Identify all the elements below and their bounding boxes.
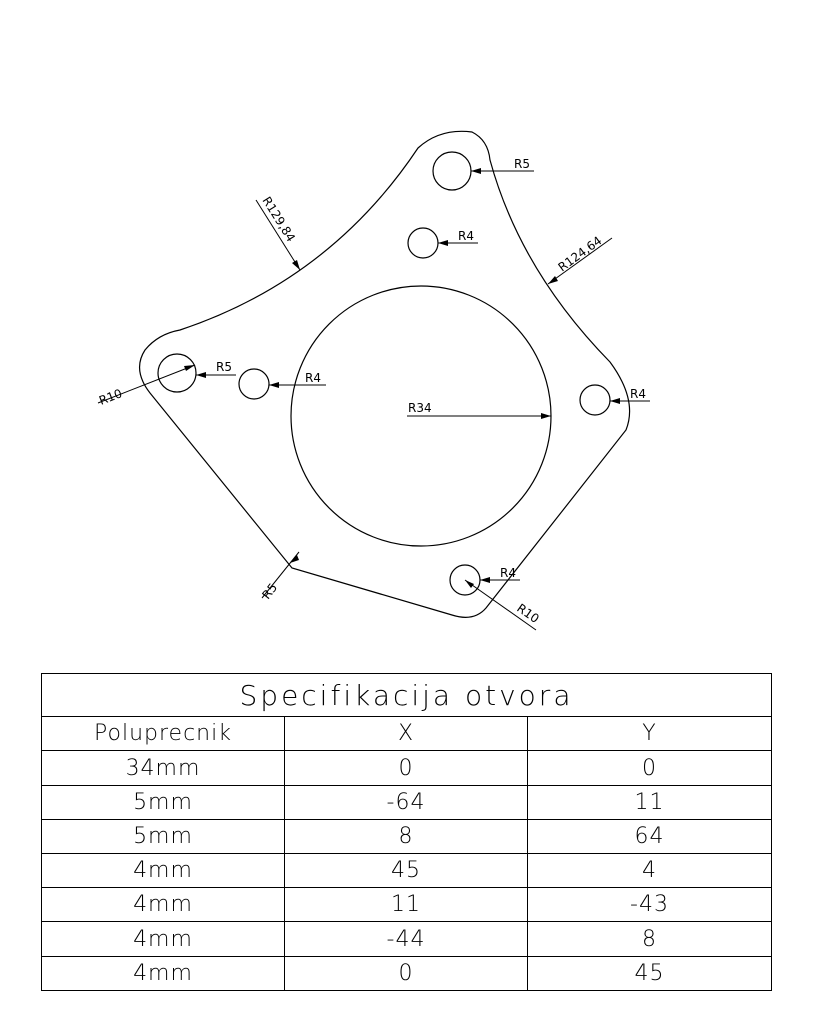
cell-radius: 5mm bbox=[42, 785, 285, 819]
cell-radius: 4mm bbox=[42, 888, 285, 922]
cell-y: 45 bbox=[528, 956, 772, 990]
cell-x: 8 bbox=[285, 819, 528, 853]
dim-label-r4-left: R4 bbox=[305, 371, 321, 385]
dim-label-r4-bottom: R4 bbox=[500, 566, 516, 580]
cell-y: 0 bbox=[528, 751, 772, 785]
cell-y: 11 bbox=[528, 785, 772, 819]
hole-specification-table bbox=[41, 673, 772, 991]
hole-right-r4 bbox=[580, 385, 610, 415]
cell-radius: 5mm bbox=[42, 819, 285, 853]
table-row bbox=[42, 819, 772, 853]
hole-left-r5 bbox=[158, 354, 196, 392]
cell-y: -43 bbox=[528, 888, 772, 922]
cell-radius: 4mm bbox=[42, 854, 285, 888]
dim-label-r5-bottom: R5 bbox=[259, 580, 281, 602]
dim-label-r5-left: R5 bbox=[216, 360, 232, 374]
cell-x: 0 bbox=[285, 751, 528, 785]
header-radius: Poluprecnik bbox=[42, 717, 285, 751]
cell-y: 4 bbox=[528, 854, 772, 888]
dim-label-r124: R124,64 bbox=[555, 233, 605, 275]
cell-x: -44 bbox=[285, 922, 528, 956]
cell-radius: 4mm bbox=[42, 922, 285, 956]
dim-label-r129: R129,84 bbox=[259, 194, 298, 245]
cell-x: -64 bbox=[285, 785, 528, 819]
table-title: Specifikacija otvora bbox=[42, 674, 772, 717]
cell-x: 45 bbox=[285, 854, 528, 888]
table-row bbox=[42, 751, 772, 785]
cell-radius: 34mm bbox=[42, 751, 285, 785]
dim-label-r4-right: R4 bbox=[630, 387, 646, 401]
cell-radius: 4mm bbox=[42, 956, 285, 990]
dim-label-r10-left: R10 bbox=[97, 386, 125, 408]
dim-label-r10-bottom: R10 bbox=[514, 600, 542, 626]
table-row bbox=[42, 888, 772, 922]
cell-x: 11 bbox=[285, 888, 528, 922]
table-header-row bbox=[42, 717, 772, 751]
cell-x: 0 bbox=[285, 956, 528, 990]
hole-upper-r4 bbox=[408, 228, 438, 258]
hole-left-r4 bbox=[239, 369, 269, 399]
header-y: Y bbox=[528, 717, 772, 751]
dim-label-r34: R34 bbox=[408, 401, 432, 415]
dim-label-r5-top: R5 bbox=[514, 157, 530, 171]
cell-y: 8 bbox=[528, 922, 772, 956]
header-x: X bbox=[285, 717, 528, 751]
hole-top-r5 bbox=[433, 152, 471, 190]
dim-label-r4-upper: R4 bbox=[458, 229, 474, 243]
table-row bbox=[42, 922, 772, 956]
table-row bbox=[42, 956, 772, 990]
table-row bbox=[42, 854, 772, 888]
table-row bbox=[42, 785, 772, 819]
flange-outline bbox=[140, 131, 630, 617]
cell-y: 64 bbox=[528, 819, 772, 853]
